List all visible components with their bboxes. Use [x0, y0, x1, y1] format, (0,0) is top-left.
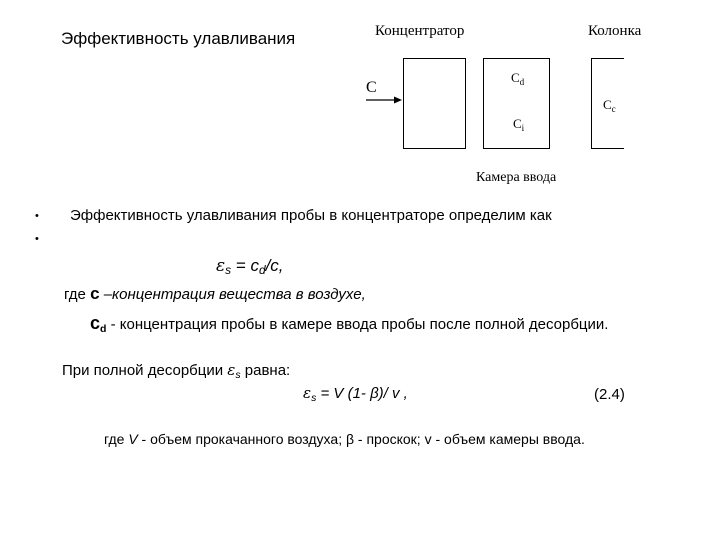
column-left-wall [591, 58, 592, 149]
chamber-label: Камера ввода [476, 170, 557, 185]
bullet-marker-1: • [35, 210, 39, 222]
equation-number: (2.4) [594, 386, 625, 403]
definition-c: где с –концентрация вещества в воздухе, [64, 284, 366, 303]
bullet-text-1: Эффективность улавливания пробы в концентраторе определим как [70, 207, 552, 224]
formula-efficiency: $\varepsilon_s = c_d/c$, [216, 256, 284, 277]
concentrator-box [403, 58, 466, 149]
formula-legend: где V - объем прокачанного воздуха; β - проскок; v - объем камеры ввода. [104, 431, 585, 447]
column-bottom-wall [591, 148, 624, 149]
definition-cd: $c_d$ - концентрация пробы в камере ввода пробы после полной десорбции. [90, 313, 609, 335]
cc-label: $C_c$ [603, 97, 616, 114]
ci-label: $C_i$ [513, 116, 525, 133]
desorption-text: При полной десорбции $\varepsilon_s$ равна: [62, 361, 291, 381]
column-top-wall [591, 58, 624, 59]
formula-full-desorption: $\varepsilon_s = V$ (1- β)/ v , [303, 384, 408, 404]
input-arrow-icon [366, 95, 402, 105]
bullet-marker-2: • [35, 233, 39, 245]
cd-label: $C_d$ [511, 70, 525, 87]
column-label: Колонка [588, 23, 642, 39]
concentrator-label: Концентратор [375, 23, 465, 39]
slide-title: Эффективность улавливания [61, 29, 296, 48]
input-concentration-label: C [366, 79, 377, 96]
